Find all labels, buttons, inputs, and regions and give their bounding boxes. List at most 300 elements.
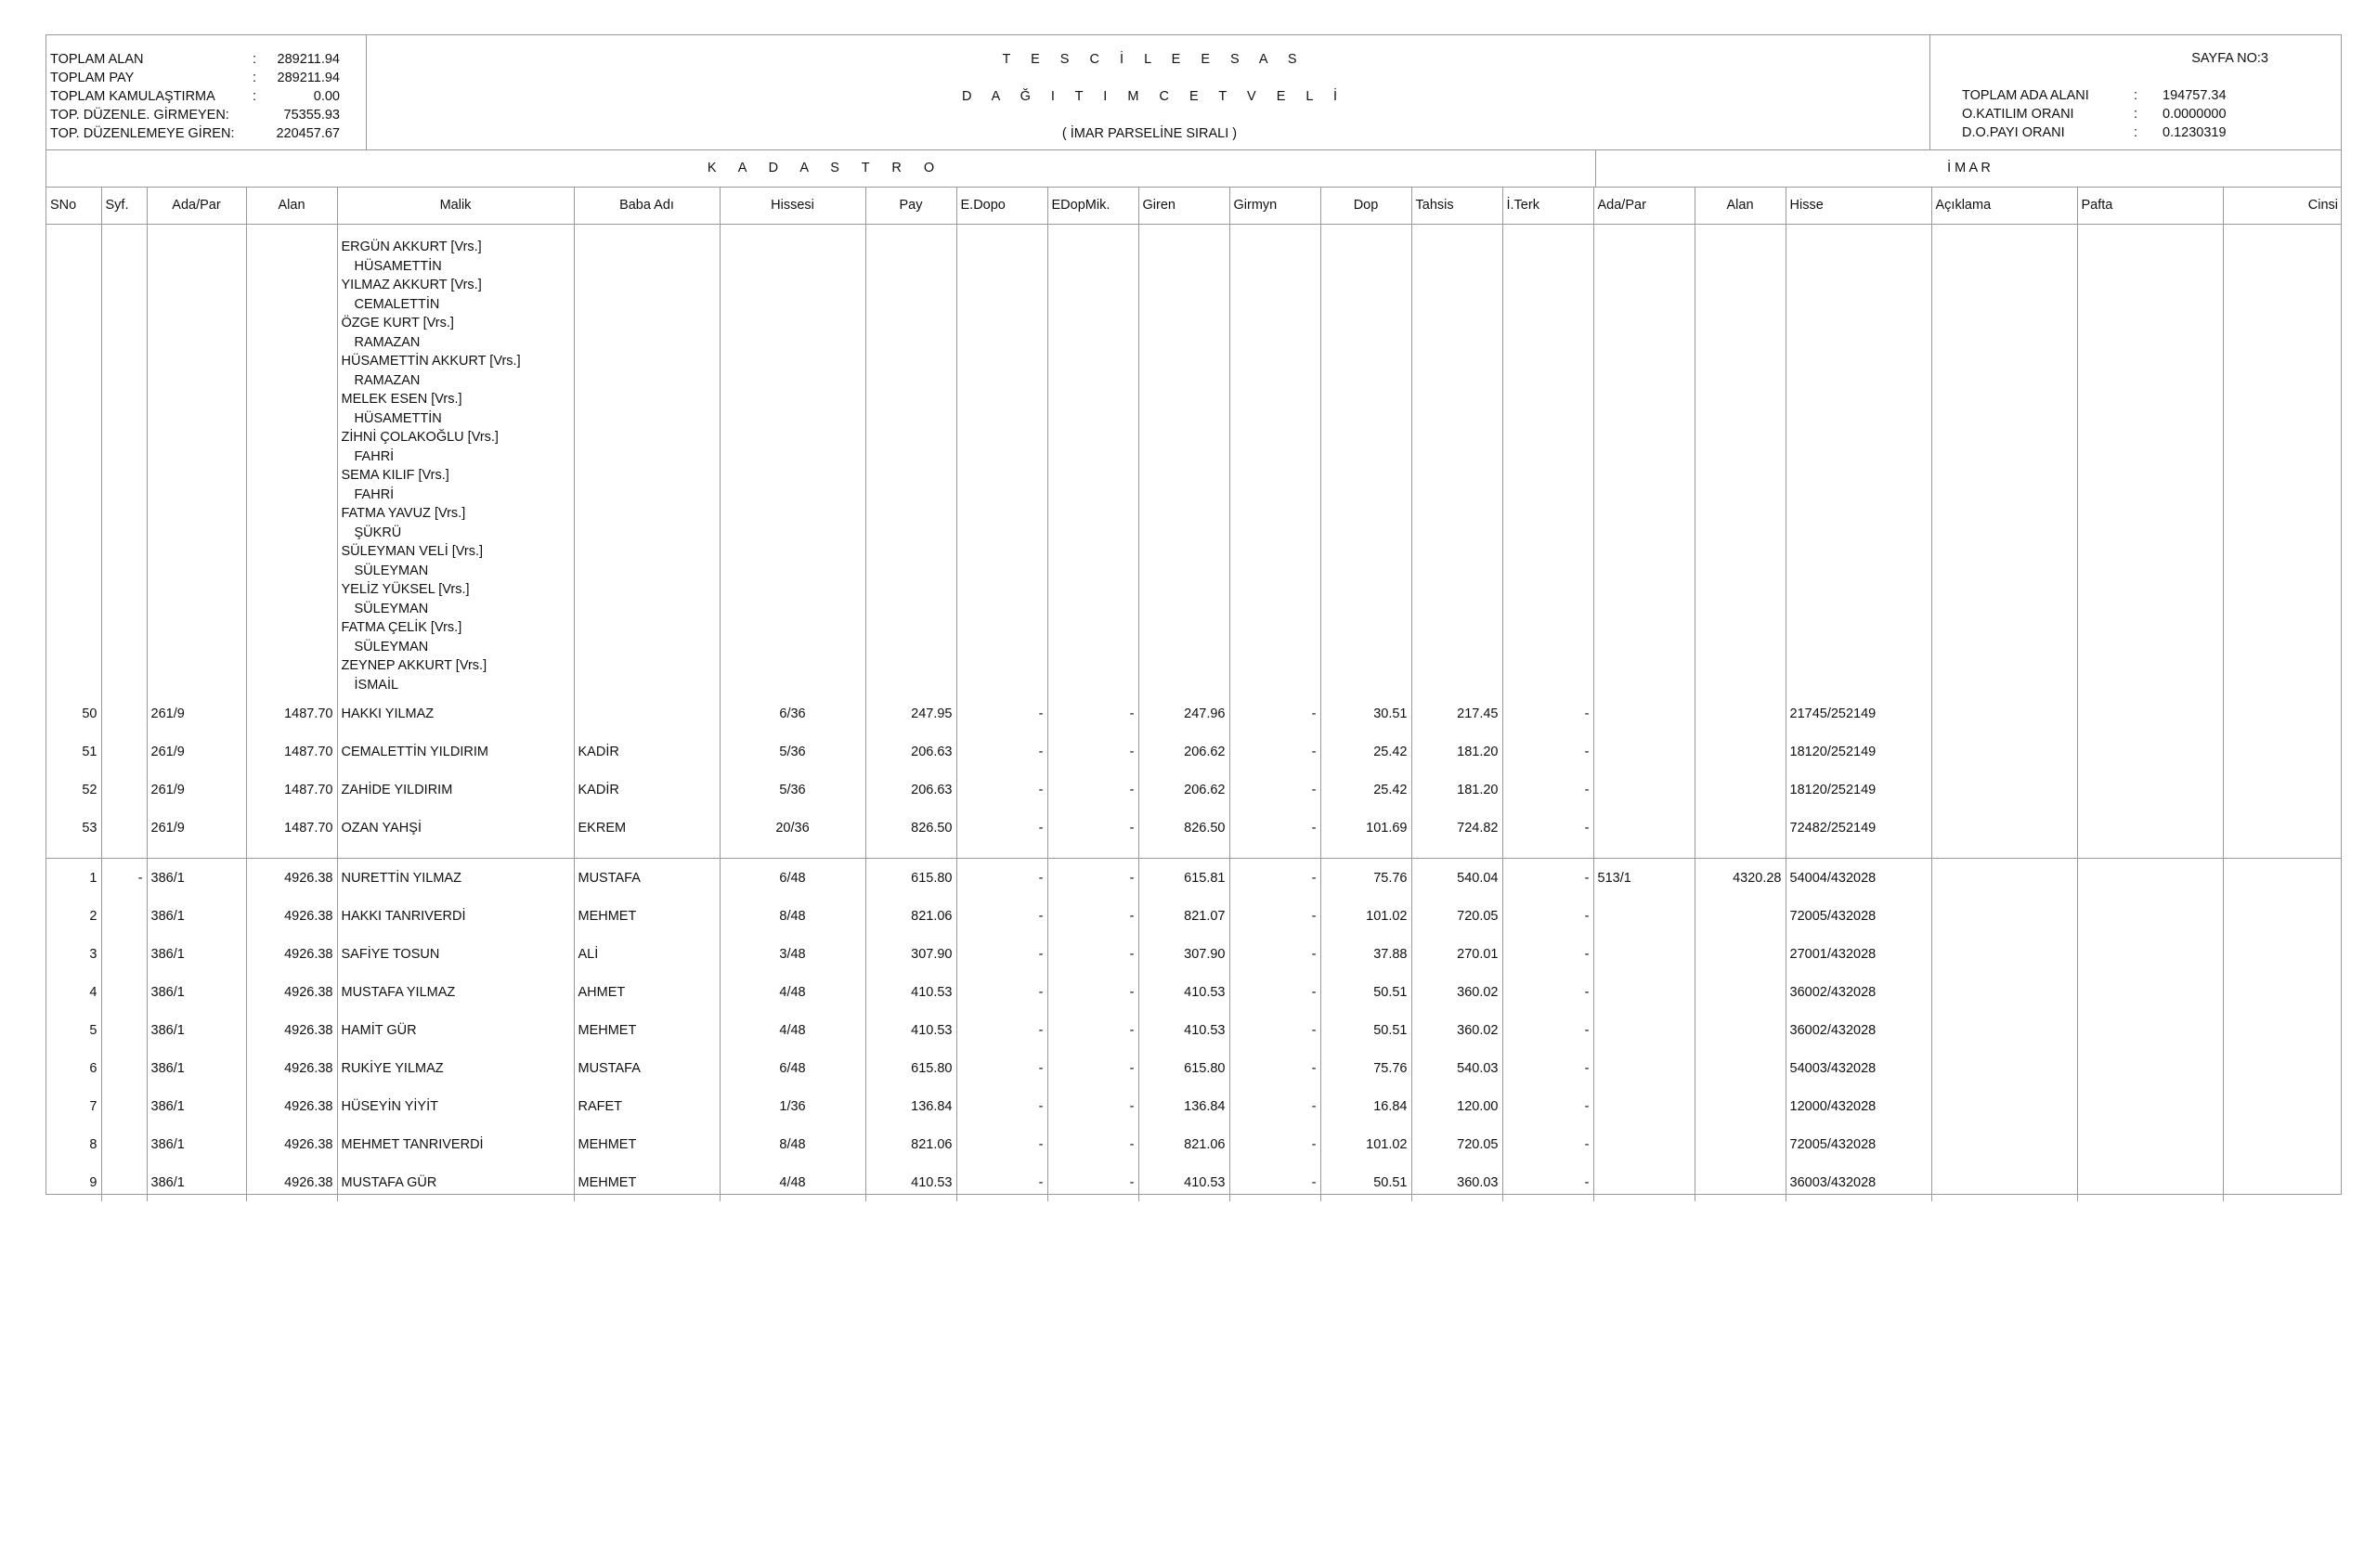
cell-tahsis: 540.03: [1411, 1049, 1502, 1087]
cell-i-hisse: 36002/432028: [1786, 1011, 1931, 1049]
cell-sno: 6: [46, 1049, 101, 1087]
cell-adapar: 386/1: [147, 1049, 246, 1087]
cell-tahsis: 360.03: [1411, 1163, 1502, 1201]
cell-alan: 4926.38: [246, 1011, 337, 1049]
cell-hisse: 20/36: [720, 809, 865, 847]
cell-tahsis: 720.05: [1411, 1125, 1502, 1163]
cell-dop: 25.42: [1320, 732, 1411, 771]
table-row: [46, 1163, 2342, 1201]
cell-syf: [101, 732, 147, 771]
heir-father-name: SÜLEYMAN: [354, 601, 429, 616]
cell-sno: 52: [46, 771, 101, 809]
section-headers: [46, 149, 2341, 188]
cell-giren: 247.96: [1138, 694, 1229, 732]
cell-i-adapar: [1593, 694, 1695, 732]
cell-alan: 1487.70: [246, 809, 337, 847]
cell-pay: 410.53: [865, 973, 956, 1011]
colon: :: [2134, 88, 2138, 103]
cell-pay: 247.95: [865, 694, 956, 732]
cell-syf: [101, 897, 147, 935]
cell-girmyn: -: [1229, 771, 1320, 809]
cell-pay: 410.53: [865, 1011, 956, 1049]
title-line-2: D A Ğ I T I M C E T V E L İ: [961, 89, 1338, 104]
cell-girmyn: -: [1229, 1049, 1320, 1087]
cell-alan: 4926.38: [246, 935, 337, 973]
heir-name: SÜLEYMAN VELİ [Vrs.]: [341, 544, 484, 559]
cell-edopmik: -: [1047, 1011, 1138, 1049]
col-pay: Pay: [865, 187, 956, 225]
cell-malik: HAKKI YILMAZ: [337, 694, 574, 732]
cell-alan: 4926.38: [246, 1049, 337, 1087]
cell-i-hisse: 21745/252149: [1786, 694, 1931, 732]
participation-ratio-label: O.KATILIM ORANI: [1962, 107, 2074, 122]
page-number: SAYFA NO:3: [2191, 51, 2268, 66]
table-row: [46, 897, 2342, 935]
heir-name: MELEK ESEN [Vrs.]: [341, 392, 462, 407]
cell-pay: 206.63: [865, 771, 956, 809]
cell-sno: 51: [46, 732, 101, 771]
cell-edopo: -: [956, 897, 1047, 935]
cell-girmyn: -: [1229, 732, 1320, 771]
cell-hisse: 4/48: [720, 1163, 865, 1201]
table-row: [46, 1087, 2342, 1125]
cell-i-alan: [1695, 935, 1786, 973]
heir-father-name: HÜSAMETTİN: [354, 258, 442, 274]
cell-girmyn: -: [1229, 935, 1320, 973]
cell-edopmik: -: [1047, 1163, 1138, 1201]
total-area-value: 289211.94: [277, 52, 340, 67]
heir-name: ZİHNİ ÇOLAKOĞLU [Vrs.]: [341, 430, 499, 445]
cell-i-hisse: 18120/252149: [1786, 771, 1931, 809]
cell-iterk: -: [1502, 935, 1593, 973]
cell-iterk: -: [1502, 1087, 1593, 1125]
cell-edopo: -: [956, 935, 1047, 973]
cell-tahsis: 217.45: [1411, 694, 1502, 732]
cell-giren: 821.07: [1138, 897, 1229, 935]
cell-edopo: -: [956, 1087, 1047, 1125]
title-line-3: ( İMAR PARSELİNE SIRALI ): [1061, 126, 1238, 141]
cell-edopmik: -: [1047, 897, 1138, 935]
cell-dop: 30.51: [1320, 694, 1411, 732]
cell-giren: 136.84: [1138, 1087, 1229, 1125]
cell-hisse: 6/48: [720, 859, 865, 898]
heir-name: YELİZ YÜKSEL [Vrs.]: [341, 582, 470, 597]
cell-hisse: 5/36: [720, 771, 865, 809]
cell-pay: 410.53: [865, 1163, 956, 1201]
col-girmyn: Girmyn: [1229, 187, 1320, 225]
cell-i-hisse: 27001/432028: [1786, 935, 1931, 973]
cell-edopo: -: [956, 859, 1047, 898]
cell-dop: 50.51: [1320, 973, 1411, 1011]
cell-edopo: -: [956, 771, 1047, 809]
cell-dop: 101.02: [1320, 897, 1411, 935]
col-aciklama: Açıklama: [1931, 187, 2077, 225]
cell-dop: 75.76: [1320, 859, 1411, 898]
cell-adapar: 386/1: [147, 897, 246, 935]
cell-hisse: 1/36: [720, 1087, 865, 1125]
cell-hisse: 3/48: [720, 935, 865, 973]
section-imar: İ M A R: [1947, 161, 1991, 175]
col-dop: Dop: [1320, 187, 1411, 225]
cell-i-hisse: 72005/432028: [1786, 1125, 1931, 1163]
cell-giren: 821.06: [1138, 1125, 1229, 1163]
cell-tahsis: 181.20: [1411, 732, 1502, 771]
cell-i-adapar: [1593, 1049, 1695, 1087]
table-row: [46, 1125, 2342, 1163]
heir-father-name: CEMALETTİN: [354, 296, 440, 312]
total-expropriation-value: 0.00: [313, 89, 340, 104]
cell-girmyn: -: [1229, 973, 1320, 1011]
cell-sno: 8: [46, 1125, 101, 1163]
col-hissesi: Hissesi: [720, 187, 865, 225]
cell-hisse: 6/48: [720, 1049, 865, 1087]
cell-alan: 4926.38: [246, 1163, 337, 1201]
cell-iterk: -: [1502, 1125, 1593, 1163]
cell-baba: MUSTAFA: [574, 859, 720, 898]
cell-adapar: 386/1: [147, 935, 246, 973]
participation-ratio-value: 0.0000000: [2163, 107, 2227, 122]
cell-dop: 101.02: [1320, 1125, 1411, 1163]
cell-i-adapar: [1593, 1163, 1695, 1201]
col-pafta: Pafta: [2077, 187, 2223, 225]
owners-row: [46, 225, 2342, 695]
table-row: [46, 1049, 2342, 1087]
cell-malik: CEMALETTİN YILDIRIM: [337, 732, 574, 771]
cell-i-alan: [1695, 1163, 1786, 1201]
table-row: [46, 694, 2342, 732]
total-included-value: 220457.67: [276, 126, 340, 141]
heir-father-name: RAMAZAN: [354, 372, 421, 388]
cell-adapar: 261/9: [147, 732, 246, 771]
heir-name: ERGÜN AKKURT [Vrs.]: [341, 240, 482, 254]
col-imar-hisse: Hisse: [1786, 187, 1931, 225]
total-block-area-value: 194757.34: [2163, 88, 2227, 103]
cell-sno: 7: [46, 1087, 101, 1125]
cell-i-alan: [1695, 809, 1786, 847]
cell-edopmik: -: [1047, 694, 1138, 732]
cell-baba: MEHMET: [574, 1125, 720, 1163]
table-row: [46, 809, 2342, 847]
heir-name: FATMA ÇELİK [Vrs.]: [341, 620, 462, 635]
cell-adapar: 386/1: [147, 1125, 246, 1163]
col-malik: Malik: [337, 187, 574, 225]
cell-i-adapar: [1593, 897, 1695, 935]
cell-i-hisse: 72005/432028: [1786, 897, 1931, 935]
table-row: [46, 771, 2342, 809]
total-expropriation-label: TOPLAM KAMULAŞTIRMA: [50, 89, 215, 104]
cell-adapar: 261/9: [147, 771, 246, 809]
table-row: [46, 1011, 2342, 1049]
heir-name: ÖZGE KURT [Vrs.]: [341, 316, 454, 330]
cell-giren: 615.81: [1138, 859, 1229, 898]
heir-name: SEMA KILIF [Vrs.]: [341, 468, 449, 483]
cell-i-hisse: 54004/432028: [1786, 859, 1931, 898]
cell-i-hisse: 54003/432028: [1786, 1049, 1931, 1087]
cell-sno: 53: [46, 809, 101, 847]
heir-father-name: SÜLEYMAN: [354, 563, 429, 578]
cell-i-alan: [1695, 1049, 1786, 1087]
cell-giren: 410.53: [1138, 973, 1229, 1011]
cell-pay: 821.06: [865, 1125, 956, 1163]
cell-malik: RUKİYE YILMAZ: [337, 1049, 574, 1087]
cell-dop: 25.42: [1320, 771, 1411, 809]
cell-i-adapar: [1593, 1087, 1695, 1125]
cell-baba: MEHMET: [574, 1011, 720, 1049]
cell-baba: KADİR: [574, 771, 720, 809]
heir-father-name: SÜLEYMAN: [354, 639, 429, 654]
heir-name: HÜSAMETTİN AKKURT [Vrs.]: [341, 354, 521, 369]
cell-iterk: -: [1502, 973, 1593, 1011]
cell-sno: 4: [46, 973, 101, 1011]
cell-tahsis: 724.82: [1411, 809, 1502, 847]
cell-edopmik: -: [1047, 859, 1138, 898]
cell-pay: 615.80: [865, 859, 956, 898]
col-tahsis: Tahsis: [1411, 187, 1502, 225]
cell-malik: MUSTAFA YILMAZ: [337, 973, 574, 1011]
cell-syf: -: [101, 859, 147, 898]
total-block-area-label: TOPLAM ADA ALANI: [1962, 88, 2089, 103]
cell-sno: 5: [46, 1011, 101, 1049]
cell-giren: 206.62: [1138, 732, 1229, 771]
cell-syf: [101, 1125, 147, 1163]
cell-giren: 410.53: [1138, 1163, 1229, 1201]
table-body: [46, 225, 2342, 1202]
cell-edopmik: -: [1047, 935, 1138, 973]
cell-iterk: -: [1502, 897, 1593, 935]
heirs-list: [337, 225, 574, 695]
cell-girmyn: -: [1229, 897, 1320, 935]
cell-i-alan: [1695, 1125, 1786, 1163]
colon: :: [253, 52, 257, 67]
cell-edopo: -: [956, 1049, 1047, 1087]
cell-i-adapar: [1593, 771, 1695, 809]
document-header: [46, 35, 2341, 150]
cell-edopo: -: [956, 1163, 1047, 1201]
cell-i-adapar: [1593, 809, 1695, 847]
cell-i-adapar: 513/1: [1593, 859, 1695, 898]
cell-sno: 9: [46, 1163, 101, 1201]
cell-alan: 1487.70: [246, 771, 337, 809]
cell-edopo: -: [956, 694, 1047, 732]
col-baba-adi: Baba Adı: [574, 187, 720, 225]
total-share-value: 289211.94: [277, 71, 340, 85]
colon: :: [253, 71, 257, 85]
heir-father-name: RAMAZAN: [354, 334, 421, 350]
cell-pay: 136.84: [865, 1087, 956, 1125]
cell-baba: RAFET: [574, 1087, 720, 1125]
cell-i-alan: [1695, 771, 1786, 809]
cell-i-hisse: 18120/252149: [1786, 732, 1931, 771]
cell-i-alan: [1695, 897, 1786, 935]
cell-syf: [101, 1011, 147, 1049]
cell-pay: 307.90: [865, 935, 956, 973]
cell-i-alan: [1695, 694, 1786, 732]
cell-tahsis: 720.05: [1411, 897, 1502, 935]
cell-malik: HAMİT GÜR: [337, 1011, 574, 1049]
cell-baba: KADİR: [574, 732, 720, 771]
cell-dop: 75.76: [1320, 1049, 1411, 1087]
table-row: [46, 859, 2342, 898]
total-not-included-value: 75355.93: [283, 108, 340, 123]
cell-tahsis: 540.04: [1411, 859, 1502, 898]
cell-sno: 3: [46, 935, 101, 973]
heir-name: FATMA YAVUZ [Vrs.]: [341, 506, 466, 521]
cell-syf: [101, 1163, 147, 1201]
cell-malik: HÜSEYİN YİYİT: [337, 1087, 574, 1125]
cell-i-hisse: 72482/252149: [1786, 809, 1931, 847]
col-alan: Alan: [246, 187, 337, 225]
cell-girmyn: -: [1229, 859, 1320, 898]
cell-baba: MEHMET: [574, 1163, 720, 1201]
cell-syf: [101, 935, 147, 973]
cell-pay: 206.63: [865, 732, 956, 771]
cell-alan: 4926.38: [246, 1087, 337, 1125]
cell-baba: ALİ: [574, 935, 720, 973]
cell-baba: MUSTAFA: [574, 1049, 720, 1087]
cell-pay: 826.50: [865, 809, 956, 847]
cell-alan: 4926.38: [246, 1125, 337, 1163]
cell-alan: 4926.38: [246, 897, 337, 935]
table-row: [46, 973, 2342, 1011]
cell-i-adapar: [1593, 1125, 1695, 1163]
heir-father-name: ŞÜKRÜ: [354, 525, 402, 540]
cell-hisse: 4/48: [720, 1011, 865, 1049]
cell-edopmik: -: [1047, 771, 1138, 809]
cell-edopo: -: [956, 809, 1047, 847]
cell-pay: 615.80: [865, 1049, 956, 1087]
cell-iterk: -: [1502, 1049, 1593, 1087]
dop-ratio-label: D.O.PAYI ORANI: [1962, 125, 2065, 140]
cell-edopmik: -: [1047, 809, 1138, 847]
cell-baba: EKREM: [574, 809, 720, 847]
cell-i-adapar: [1593, 973, 1695, 1011]
col-ada-par: Ada/Par: [147, 187, 246, 225]
page-info-panel: [1929, 35, 2341, 149]
cell-hisse: 6/36: [720, 694, 865, 732]
total-share-label: TOPLAM PAY: [50, 71, 135, 85]
cell-i-adapar: [1593, 935, 1695, 973]
cell-giren: 826.50: [1138, 809, 1229, 847]
cell-adapar: 386/1: [147, 859, 246, 898]
cell-hisse: 5/36: [720, 732, 865, 771]
heir-father-name: HÜSAMETTİN: [354, 410, 442, 426]
cell-syf: [101, 771, 147, 809]
cell-edopmik: -: [1047, 1125, 1138, 1163]
cell-dop: 101.69: [1320, 809, 1411, 847]
cell-edopo: -: [956, 1125, 1047, 1163]
column-header-row: [46, 187, 2342, 225]
colon: :: [253, 89, 257, 104]
cell-sno: 1: [46, 859, 101, 898]
cell-alan: 1487.70: [246, 732, 337, 771]
cell-i-adapar: [1593, 732, 1695, 771]
cell-malik: HAKKI TANRIVERDİ: [337, 897, 574, 935]
cell-dop: 50.51: [1320, 1163, 1411, 1201]
cell-i-alan: [1695, 1011, 1786, 1049]
cell-edopmik: -: [1047, 1049, 1138, 1087]
cell-malik: MUSTAFA GÜR: [337, 1163, 574, 1201]
group-separator: [46, 847, 2342, 859]
cell-iterk: -: [1502, 1163, 1593, 1201]
cell-iterk: -: [1502, 732, 1593, 771]
cell-syf: [101, 809, 147, 847]
cell-syf: [101, 1049, 147, 1087]
cell-malik: NURETTİN YILMAZ: [337, 859, 574, 898]
col-imar-ada-par: Ada/Par: [1593, 187, 1695, 225]
document-frame: [45, 34, 2342, 1195]
cell-tahsis: 360.02: [1411, 1011, 1502, 1049]
cell-i-hisse: 36003/432028: [1786, 1163, 1931, 1201]
colon: :: [2134, 125, 2138, 140]
dop-ratio-value: 0.1230319: [2163, 125, 2227, 140]
cell-edopo: -: [956, 973, 1047, 1011]
cell-malik: SAFİYE TOSUN: [337, 935, 574, 973]
cell-alan: 4926.38: [246, 973, 337, 1011]
cell-baba: [574, 694, 720, 732]
cell-girmyn: -: [1229, 694, 1320, 732]
cell-giren: 206.62: [1138, 771, 1229, 809]
cell-malik: ZAHİDE YILDIRIM: [337, 771, 574, 809]
cell-baba: MEHMET: [574, 897, 720, 935]
heir-father-name: İSMAİL: [354, 677, 399, 693]
cell-i-hisse: 36002/432028: [1786, 973, 1931, 1011]
cell-i-adapar: [1593, 1011, 1695, 1049]
col-syf: Syf.: [101, 187, 147, 225]
cell-girmyn: -: [1229, 1125, 1320, 1163]
cell-i-alan: [1695, 973, 1786, 1011]
cell-edopo: -: [956, 1011, 1047, 1049]
cell-i-hisse: 12000/432028: [1786, 1087, 1931, 1125]
cell-alan: 4926.38: [246, 859, 337, 898]
cell-iterk: -: [1502, 1011, 1593, 1049]
cell-edopo: -: [956, 732, 1047, 771]
cell-pay: 821.06: [865, 897, 956, 935]
cell-adapar: 386/1: [147, 1163, 246, 1201]
heir-name: ZEYNEP AKKURT [Vrs.]: [341, 658, 487, 673]
col-cinsi: Cinsi: [2223, 187, 2342, 225]
cell-hisse: 8/48: [720, 897, 865, 935]
heir-name: YILMAZ AKKURT [Vrs.]: [341, 278, 482, 292]
cell-tahsis: 270.01: [1411, 935, 1502, 973]
total-not-included-label: TOP. DÜZENLE. GİRMEYEN:: [50, 108, 229, 123]
col-sno: SNo: [46, 187, 101, 225]
cell-i-alan: [1695, 732, 1786, 771]
heir-father-name: FAHRİ: [354, 448, 395, 464]
cell-giren: 410.53: [1138, 1011, 1229, 1049]
cell-sno: 50: [46, 694, 101, 732]
cell-adapar: 386/1: [147, 1011, 246, 1049]
cell-edopmik: -: [1047, 973, 1138, 1011]
col-imar-alan: Alan: [1695, 187, 1786, 225]
cell-edopmik: -: [1047, 732, 1138, 771]
cell-adapar: 386/1: [147, 973, 246, 1011]
cell-dop: 50.51: [1320, 1011, 1411, 1049]
total-area-label: TOPLAM ALAN: [50, 52, 144, 67]
col-edopmik: EDopMik.: [1047, 187, 1138, 225]
cell-syf: [101, 973, 147, 1011]
cell-tahsis: 360.02: [1411, 973, 1502, 1011]
cell-dop: 16.84: [1320, 1087, 1411, 1125]
cell-malik: OZAN YAHŞİ: [337, 809, 574, 847]
cell-i-alan: [1695, 1087, 1786, 1125]
cell-alan: 1487.70: [246, 694, 337, 732]
cell-iterk: -: [1502, 809, 1593, 847]
cell-hisse: 8/48: [720, 1125, 865, 1163]
cell-girmyn: -: [1229, 1163, 1320, 1201]
cell-baba: AHMET: [574, 973, 720, 1011]
cell-girmyn: -: [1229, 1087, 1320, 1125]
section-kadastro: K A D A S T R O: [46, 149, 1596, 187]
